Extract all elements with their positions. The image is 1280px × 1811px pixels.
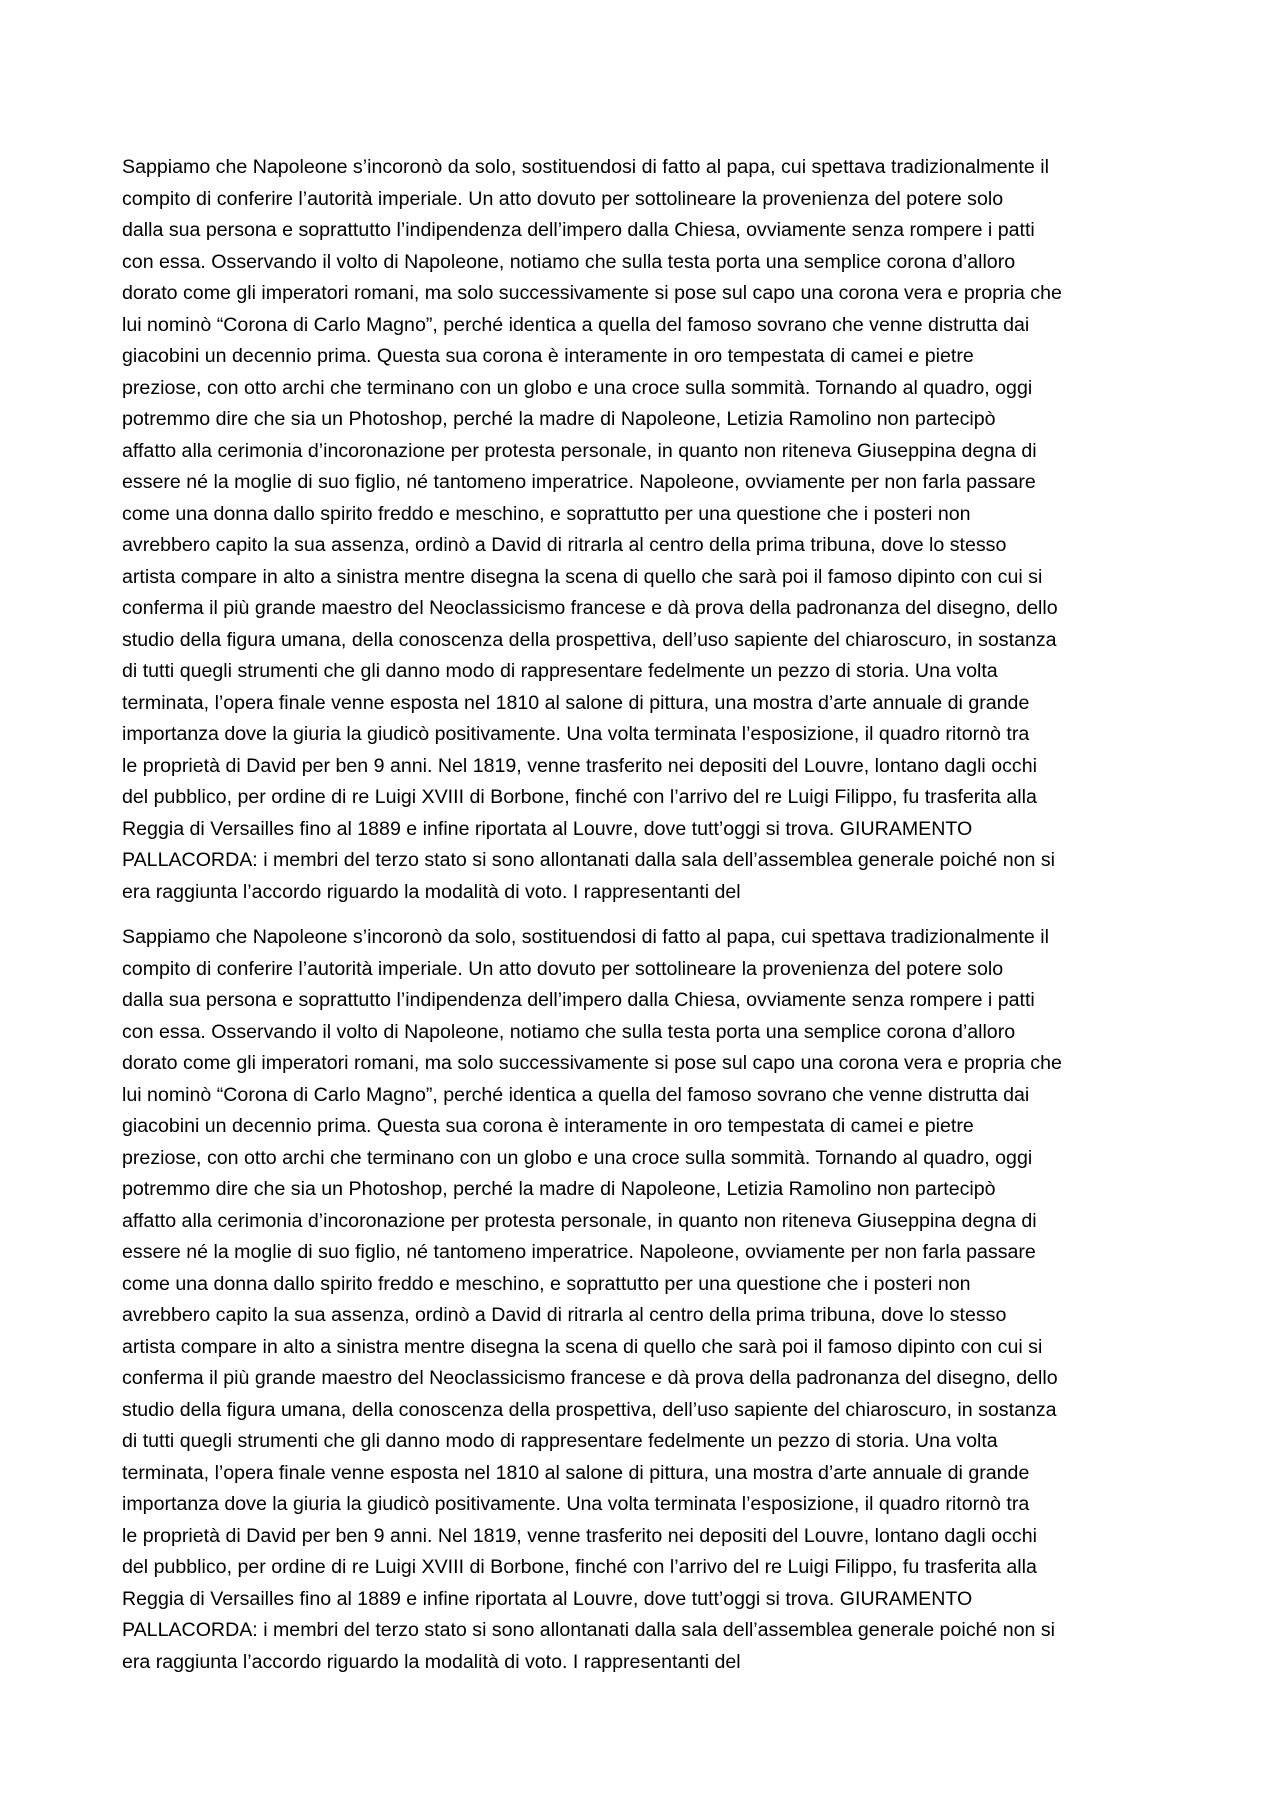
text-line: artista compare in alto a sinistra mentre disegna la scena di quello che sarà poi il famoso dipinto con cui si <box>122 565 1043 588</box>
text-line: Sappiamo che Napoleone s’incoronò da solo, sostituendosi di fatto al papa, cui spettava tradizionalmente il <box>122 156 1049 178</box>
text-line: avrebbero capito la sua assenza, ordinò a David di ritrarla al centro della prima tribuna, dove lo stesso <box>122 1304 1007 1326</box>
text-line: Reggia di Versailles fino al 1889 e infine riportata al Louvre, dove tutt’oggi si trova. GIURAMENTO <box>122 1587 973 1610</box>
text-line: lui nominò “Corona di Carlo Magno”, perché identica a quella del famoso sovrano che venne distrutta dai <box>122 313 1030 336</box>
text-line: dalla sua persona e soprattutto l’indipendenza dell’impero dalla Chiesa, ovviamente senza rompere i patti <box>122 219 1035 241</box>
text-line: le proprietà di David per ben 9 anni. Nel 1819, venne trasferito nei depositi del Louvre, lontano dagli occhi <box>122 1524 1037 1547</box>
text-line: terminata, l’opera finale venne esposta nel 1810 al salone di pittura, una mostra d’arte annuale di grande <box>122 691 1030 714</box>
text-line: preziose, con otto archi che terminano con un globo e una croce sulla sommità. Tornando al quadro, oggi <box>122 1146 1033 1169</box>
text-line: importanza dove la giuria la giudicò positivamente. Una volta terminata l’esposizione, il quadro ritornò tra <box>122 1493 1030 1515</box>
text-line: con essa. Osservando il volto di Napoleone, notiamo che sulla testa porta una semplice corona d’alloro <box>122 250 1016 273</box>
text-line: Sappiamo che Napoleone s’incoronò da solo, sostituendosi di fatto al papa, cui spettava tradizionalmente il <box>122 926 1049 948</box>
text-line: affatto alla cerimonia d’incoronazione per protesta personale, in quanto non riteneva Giuseppina degna di <box>122 439 1037 462</box>
text-line: come una donna dallo spirito freddo e meschino, e soprattutto per una questione che i posteri non <box>122 502 971 525</box>
text-line: terminata, l’opera finale venne esposta nel 1810 al salone di pittura, una mostra d’arte annuale di grande <box>122 1461 1030 1484</box>
text-line: potremmo dire che sia un Photoshop, perché la madre di Napoleone, Letizia Ramolino non partecipò <box>122 408 996 430</box>
text-line: del pubblico, per ordine di re Luigi XVIII di Borbone, finché con l’arrivo del re Luigi Filippo, fu trasferita alla <box>122 786 1037 808</box>
text-line: compito di conferire l’autorità imperiale. Un atto dovuto per sottolineare la provenienza del potere solo <box>122 187 1004 210</box>
text-line: preziose, con otto archi che terminano con un globo e una croce sulla sommità. Tornando al quadro, oggi <box>122 376 1033 399</box>
paragraph-2 <box>122 922 1162 1678</box>
document-body <box>122 152 1162 1678</box>
text-line: dorato come gli imperatori romani, ma solo successivamente si pose sul capo una corona vera e propria che <box>122 1052 1062 1074</box>
text-line: giacobini un decennio prima. Questa sua corona è interamente in oro tempestata di camei e pietre <box>122 345 974 367</box>
text-line: essere né la moglie di suo figlio, né tantomeno imperatrice. Napoleone, ovviamente per non farla passare <box>122 471 1036 493</box>
text-line: studio della figura umana, della conoscenza della prospettiva, dell’uso sapiente del chiaroscuro, in sostanza <box>122 628 1057 651</box>
text-line: conferma il più grande maestro del Neoclassicismo francese e dà prova della padronanza del disegno, dello <box>122 597 1058 619</box>
text-line: importanza dove la giuria la giudicò positivamente. Una volta terminata l’esposizione, il quadro ritornò tra <box>122 723 1030 745</box>
text-line: di tutti quegli strumenti che gli danno modo di rappresentare fedelmente un pezzo di storia. Una volta <box>122 660 998 682</box>
text-line: affatto alla cerimonia d’incoronazione per protesta personale, in quanto non riteneva Giuseppina degna di <box>122 1209 1037 1232</box>
text-line: del pubblico, per ordine di re Luigi XVIII di Borbone, finché con l’arrivo del re Luigi Filippo, fu trasferita alla <box>122 1556 1037 1578</box>
text-line: dorato come gli imperatori romani, ma solo successivamente si pose sul capo una corona vera e propria che <box>122 282 1062 304</box>
text-line: giacobini un decennio prima. Questa sua corona è interamente in oro tempestata di camei e pietre <box>122 1115 974 1137</box>
text-line: PALLACORDA: i membri del terzo stato si sono allontanati dalla sala dell’assemblea generale poiché non si <box>122 849 1056 871</box>
text-line: essere né la moglie di suo figlio, né tantomeno imperatrice. Napoleone, ovviamente per non farla passare <box>122 1241 1036 1263</box>
text-line: artista compare in alto a sinistra mentre disegna la scena di quello che sarà poi il famoso dipinto con cui si <box>122 1335 1043 1358</box>
text-line: come una donna dallo spirito freddo e meschino, e soprattutto per una questione che i posteri non <box>122 1272 971 1295</box>
text-line: era raggiunta l’accordo riguardo la modalità di voto. I rappresentanti del <box>122 1650 741 1673</box>
text-line: compito di conferire l’autorità imperiale. Un atto dovuto per sottolineare la provenienza del potere solo <box>122 957 1004 980</box>
text-line: potremmo dire che sia un Photoshop, perché la madre di Napoleone, Letizia Ramolino non partecipò <box>122 1178 996 1200</box>
text-line: avrebbero capito la sua assenza, ordinò a David di ritrarla al centro della prima tribuna, dove lo stesso <box>122 534 1007 556</box>
text-line: di tutti quegli strumenti che gli danno modo di rappresentare fedelmente un pezzo di storia. Una volta <box>122 1430 998 1452</box>
text-line: PALLACORDA: i membri del terzo stato si sono allontanati dalla sala dell’assemblea generale poiché non si <box>122 1619 1056 1641</box>
text-line: conferma il più grande maestro del Neoclassicismo francese e dà prova della padronanza del disegno, dello <box>122 1367 1058 1389</box>
text-line: con essa. Osservando il volto di Napoleone, notiamo che sulla testa porta una semplice corona d’alloro <box>122 1020 1016 1043</box>
text-line: dalla sua persona e soprattutto l’indipendenza dell’impero dalla Chiesa, ovviamente senza rompere i patti <box>122 989 1035 1011</box>
text-line: Reggia di Versailles fino al 1889 e infine riportata al Louvre, dove tutt’oggi si trova. GIURAMENTO <box>122 817 973 840</box>
text-line: era raggiunta l’accordo riguardo la modalità di voto. I rappresentanti del <box>122 880 741 903</box>
text-line: le proprietà di David per ben 9 anni. Nel 1819, venne trasferito nei depositi del Louvre, lontano dagli occhi <box>122 754 1037 777</box>
paragraph-1 <box>122 152 1162 908</box>
text-line: lui nominò “Corona di Carlo Magno”, perché identica a quella del famoso sovrano che venne distrutta dai <box>122 1083 1030 1106</box>
text-line: studio della figura umana, della conoscenza della prospettiva, dell’uso sapiente del chiaroscuro, in sostanza <box>122 1398 1057 1421</box>
